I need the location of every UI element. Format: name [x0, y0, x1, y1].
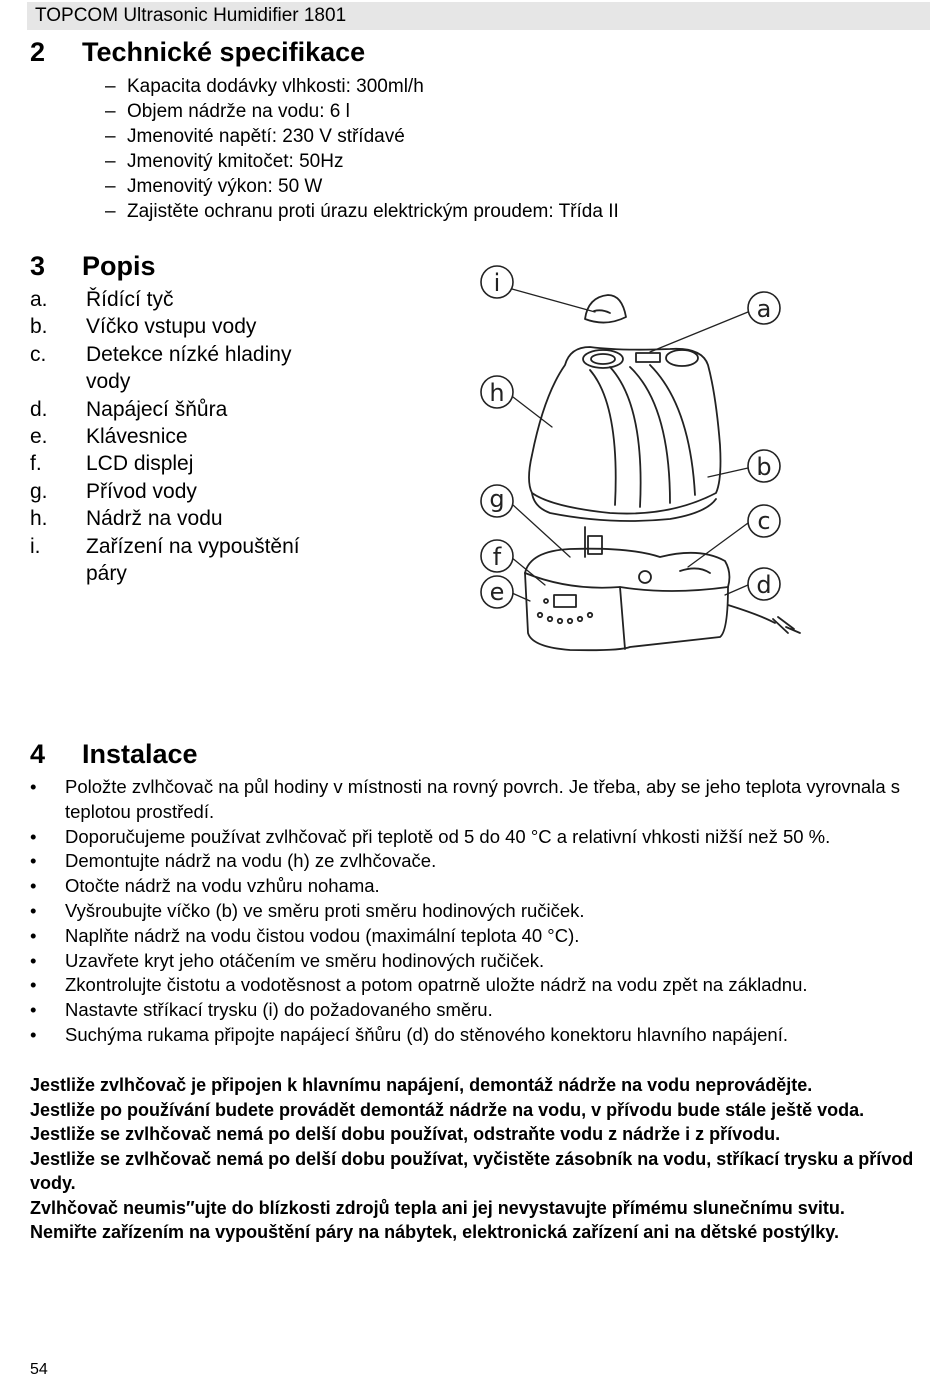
list-item-text: Jmenovité napětí: 230 V střídavé [127, 126, 405, 147]
installation-list [30, 775, 920, 1048]
bullet-mark: • [30, 899, 37, 921]
list-item-text: Objem nádrže na vodu: 6 l [127, 101, 350, 122]
leader-lines [511, 289, 748, 601]
part-item [30, 313, 316, 340]
part-item [30, 450, 316, 477]
list-item [30, 825, 920, 850]
list-item [105, 99, 619, 124]
list-item-text: Naplňte nádrž na vodu čistou vodou (maximální teplota 40 °C). [65, 924, 580, 946]
list-item-text: Kapacita dodávky vlhkosti: 300ml/h [127, 76, 424, 97]
document-title: TOPCOM Ultrasonic Humidifier 1801 [35, 5, 347, 26]
section-heading-installation [30, 738, 198, 770]
list-item-text: Uzavřete kryt jeho otáčením ve směru hodinových ručiček. [65, 949, 545, 971]
bullet-mark: • [30, 825, 37, 847]
list-item [105, 124, 619, 149]
list-item-text: Suchýma rukama připojte napájecí šňůru (d) do stěnového konektoru hlavního napájení. [65, 1023, 788, 1045]
part-text: Přívod vody [86, 479, 197, 503]
header-bar [27, 2, 930, 30]
warning-text: Jestliže se zvlhčovač nemá po delší dobu používat, odstraňte vodu z nádrže i z přívodu. [30, 1124, 781, 1144]
part-text: Napájecí šňůra [86, 397, 228, 421]
base-drawing [525, 527, 729, 650]
part-text: Klávesnice [86, 425, 188, 449]
warnings-block [30, 1073, 935, 1245]
figure-label-i: i [493, 269, 501, 297]
part-text: Detekce nízké hladiny vody [86, 342, 292, 394]
power-cord-drawing [728, 605, 800, 633]
part-letter: g. [30, 479, 48, 503]
list-item-text: Položte zvlhčovač na půl hodiny v místnosti na rovný povrch. Je třeba, aby se jeho teplota vyrovnala s teplotou prostředí. [65, 776, 901, 822]
part-item [30, 341, 316, 396]
list-item [30, 775, 920, 825]
water-tank-drawing [529, 347, 721, 521]
list-item-text: Nastavte stříkací trysku (i) do požadovaného směru. [65, 999, 493, 1021]
list-item-text: Zkontrolujte čistotu a vodotěsnost a potom opatrně uložte nádrž na vodu zpět na základnu. [65, 974, 808, 996]
list-item [30, 924, 920, 949]
bullet-mark: • [30, 974, 37, 996]
list-item [105, 199, 619, 224]
list-item-text: Jmenovitý kmitočet: 50Hz [127, 151, 344, 172]
section-heading-specs [30, 36, 365, 68]
bullet-mark: • [30, 924, 37, 946]
bullet-mark: • [30, 875, 37, 897]
dash-mark: – [105, 176, 116, 197]
list-item-text: Zajistěte ochranu proti úrazu elektrickým proudem: Třída II [127, 201, 619, 222]
part-letter: c. [30, 342, 47, 366]
section-number: 4 [30, 739, 46, 769]
list-item [30, 1023, 920, 1048]
list-item [30, 949, 920, 974]
list-item [105, 149, 619, 174]
bullet-mark: • [30, 850, 37, 872]
list-item-text: Otočte nádrž na vodu vzhůru nohama. [65, 875, 380, 897]
part-letter: d. [30, 397, 48, 421]
part-letter: a. [30, 288, 48, 311]
humidifier-diagram [470, 255, 810, 675]
figure-label-f: f [492, 543, 502, 571]
part-letter: e. [30, 425, 48, 449]
list-item [30, 998, 920, 1023]
part-text: Řídící tyč [86, 288, 174, 311]
part-item [30, 533, 316, 588]
part-item [30, 286, 316, 313]
figure-label-a: a [756, 295, 772, 323]
dash-mark: – [105, 201, 116, 222]
warning-text: Jestliže se zvlhčovač nemá po delší dobu používat, vyčistěte zásobník na vodu, stříkací trysku a přívod vody. [30, 1148, 914, 1193]
warning-text: Jestliže po používání budete provádět demontáž nádrže na vodu, v přívodu bude stále ještě voda. [30, 1099, 865, 1120]
part-letter: b. [30, 315, 48, 339]
dash-mark: – [105, 101, 116, 122]
bullet-mark: • [30, 949, 37, 971]
part-text: Zařízení na vypouštění páry [86, 534, 300, 586]
part-text: Víčko vstupu vody [86, 315, 257, 339]
section-heading-description [30, 250, 156, 282]
dash-mark: – [105, 151, 116, 172]
spec-list [105, 74, 619, 224]
dash-mark: – [105, 76, 116, 97]
figure-label-g: g [489, 485, 505, 513]
list-item-text: Demontujte nádrž na vodu (h) ze zvlhčovače. [65, 850, 437, 872]
part-letter: h. [30, 507, 48, 531]
bullet-mark: • [30, 999, 37, 1021]
list-item [30, 899, 920, 924]
part-text: LCD displej [86, 452, 194, 476]
dash-mark: – [105, 126, 116, 147]
section-title: Instalace [82, 739, 198, 769]
bullet-mark: • [30, 1023, 37, 1045]
list-item [105, 174, 619, 199]
parts-list [30, 286, 316, 587]
part-item [30, 478, 316, 505]
steam-nozzle-drawing [585, 295, 626, 323]
bullet-mark: • [30, 776, 37, 797]
warning-text: Nemiřte zařízením na vypouštění páry na nábytek, elektronická zařízení ani na dětské postýlky. [30, 1222, 839, 1242]
part-item [30, 505, 316, 532]
list-item-text: Doporučujeme používat zvlhčovač při teplotě od 5 do 40 °C a relativní vhkosti nižší než 50 %. [65, 825, 831, 847]
figure-label-b: b [756, 453, 772, 481]
part-item [30, 396, 316, 423]
figure-label-e: e [489, 578, 505, 606]
figure-label-h: h [489, 379, 505, 407]
list-item [30, 849, 920, 874]
part-letter: i. [30, 534, 41, 558]
section-title: Technické specifikace [82, 37, 366, 67]
list-item-text: Vyšroubujte víčko (b) ve směru proti směru hodinových ručiček. [65, 899, 585, 921]
page-number: 54 [30, 1361, 48, 1378]
part-item [30, 423, 316, 450]
part-letter: f. [30, 452, 42, 476]
warning-text: Jestliže zvlhčovač je připojen k hlavnímu napájení, demontáž nádrže na vodu neprovádějte. [30, 1075, 813, 1095]
part-text: Nádrž na vodu [86, 507, 223, 531]
figure-label-c: c [757, 507, 771, 535]
list-item [30, 874, 920, 899]
list-item-text: Jmenovitý výkon: 50 W [127, 176, 323, 197]
figure-label-d: d [756, 571, 772, 599]
list-item [30, 973, 920, 998]
section-number: 2 [30, 37, 46, 67]
section-number: 3 [30, 251, 46, 281]
section-title: Popis [82, 251, 156, 281]
warning-text: Zvlhčovač neumis″ujte do blízkosti zdrojů tepla ani jej nevystavujte přímému slunečnímu svitu. [30, 1197, 845, 1218]
list-item [105, 74, 619, 99]
